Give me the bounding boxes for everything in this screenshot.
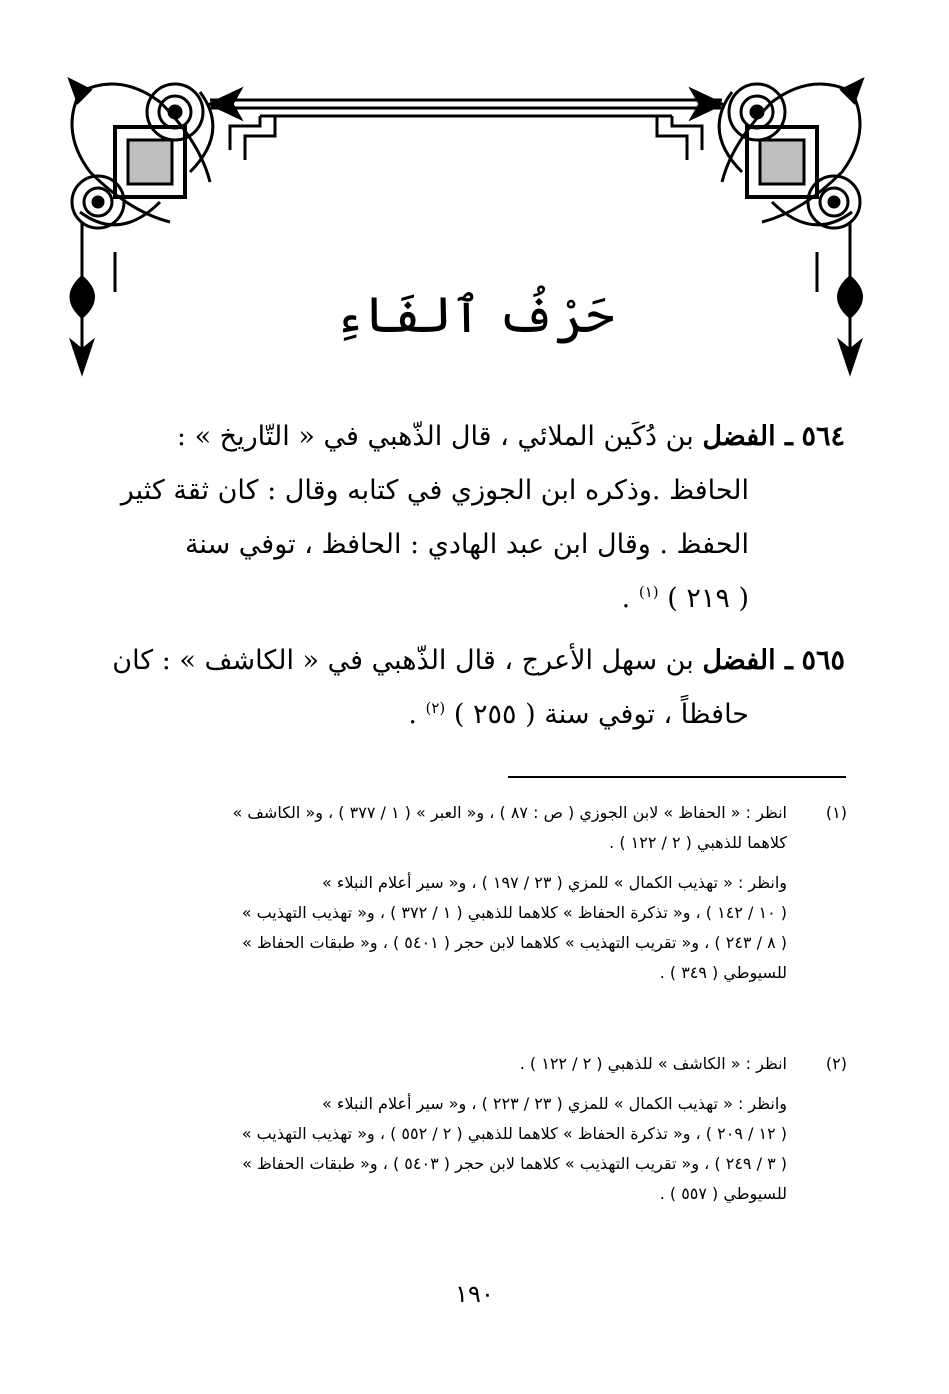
entry-text: الحافظ .وذكره ابن الجوزي في كتابه وقال : كان ثقة كثير — [120, 475, 749, 506]
footnote-2 — [102, 1049, 847, 1209]
footnote-line: كلاهما للذهبي ( ٢ / ١٢٢ ) . — [609, 833, 787, 852]
footnote-line: ( ٣ / ٢٤٩ ) ، و« تقريب التهذيب » كلاهما لابن حجر ( ٥٤٠٣ ) ، و« طبقات الحفاظ » — [242, 1154, 787, 1173]
footnote-line: وانظر : « تهذيب الكمال » للمزي ( ٢٣ / ١٩٧ ) ، و« سير أعلام النبلاء » — [322, 873, 787, 892]
footnote-mark: (٢) — [825, 1054, 847, 1073]
entry-line — [85, 572, 845, 626]
chapter-title: حَرْفُ ٱلفَاءِ — [334, 286, 615, 344]
footnote-line: وانظر : « تهذيب الكمال » للمزي ( ٢٣ / ٢٢٣ ) ، و« سير أعلام النبلاء » — [322, 1094, 787, 1113]
footnote-paragraph — [102, 868, 847, 988]
entry-name: الفضل — [702, 645, 776, 676]
footnote-line: ( ٨ / ٢٤٣ ) ، و« تقريب التهذيب » كلاهما لابن حجر ( ٥٤٠١ ) ، و« طبقات الحفاظ » — [242, 933, 787, 952]
footnote-line: للسيوطي ( ٥٥٧ ) . — [659, 1184, 787, 1203]
footnote-row — [102, 798, 847, 858]
entry-period: . — [408, 699, 417, 730]
footnote-line: انظر : « الكاشف » للذهبي ( ٢ / ١٢٢ ) . — [519, 1054, 787, 1073]
entry-text: ( ٢١٩ ) — [667, 583, 749, 614]
footnote-reference[interactable]: (١) — [638, 583, 659, 601]
entry-line — [85, 410, 845, 464]
footnote-line: انظر : « الحفاظ » لابن الجوزي ( ص : ٨٧ ) ، و« العبر » ( ١ / ٣٧٧ ) ، و« الكاشف » — [232, 803, 787, 822]
entry-number: ٥٦٥ — [801, 645, 845, 676]
entry-line — [85, 634, 845, 688]
footnote-line: ( ١٢ / ٢٠٩ ) ، و« تذكرة الحفاظ » كلاهما للذهبي ( ٢ / ٥٥٢ ) ، و« تهذيب التهذيب » — [241, 1124, 787, 1143]
footnote-line: ( ١٠ / ١٤٢ ) ، و« تذكرة الحفاظ » كلاهما للذهبي ( ١ / ٣٧٢ ) ، و« تهذيب التهذيب » — [241, 903, 787, 922]
footnote-reference[interactable]: (٢) — [425, 699, 446, 717]
footnote-line: للسيوطي ( ٣٤٩ ) . — [659, 963, 787, 982]
entry-dash: ـ — [775, 645, 793, 676]
entry-name: الفضل — [702, 421, 776, 452]
entry-number: ٥٦٤ — [801, 421, 845, 452]
entry-text: حافظاً ، توفي سنة ( ٢٥٥ ) — [453, 699, 749, 730]
entry-text: بن دُكَين الملائي ، قال الذّهبي في « التّاريخ » : — [176, 421, 694, 452]
footnote-separator — [508, 776, 846, 778]
entry-dash: ـ — [775, 421, 793, 452]
entry-text: الحفظ . وقال ابن عبد الهادي : الحافظ ، توفي سنة — [184, 529, 749, 560]
entry-565 — [85, 634, 845, 742]
footnote-paragraph — [102, 1089, 847, 1209]
footnote-row — [102, 1049, 847, 1079]
entry-564 — [85, 410, 845, 626]
entry-period: . — [621, 583, 631, 614]
entry-text: بن سهل الأعرج ، قال الذّهبي في « الكاشف » : كان — [112, 645, 694, 676]
footnote-1 — [102, 798, 847, 988]
footnote-mark: (١) — [825, 803, 847, 822]
entry-line — [85, 688, 845, 742]
page-number: ١٩٠ — [455, 1280, 494, 1308]
